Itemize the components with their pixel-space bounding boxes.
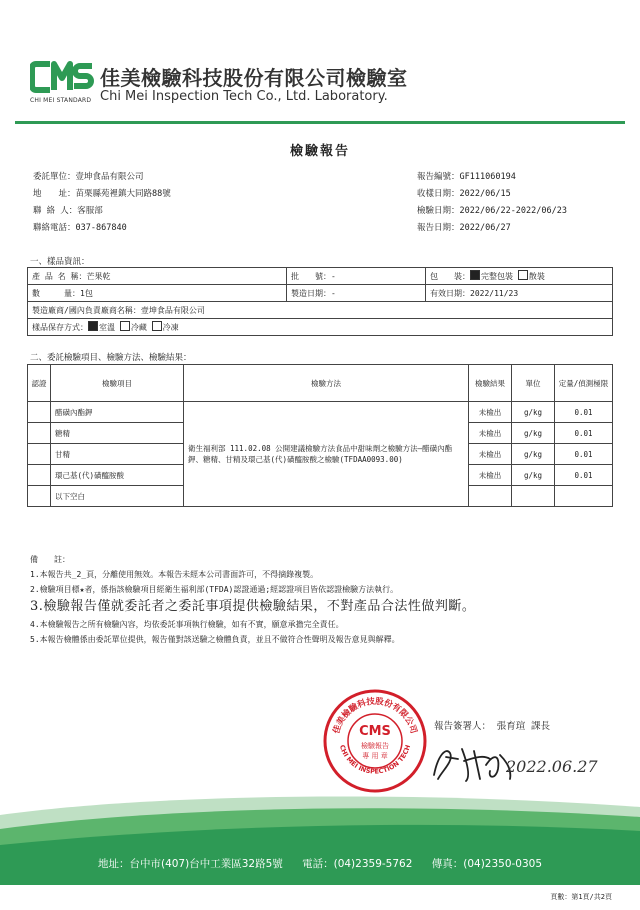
checkbox-filled-icon — [88, 321, 98, 331]
client-contact: 客服部 — [77, 206, 103, 216]
sample-qty: 1包 — [80, 288, 93, 298]
footer-address: 地址：台中市(407)台中工業區32路5號 — [97, 858, 283, 870]
footer-fax: 傳真：(04)2350-0305 — [431, 858, 543, 870]
report-date: 2022/06/27 — [459, 223, 511, 233]
company-name-en: Chi Mei Inspection Tech Co., Ltd. Laboratory. — [100, 89, 388, 104]
client-unit: 壹坤食品有限公司 — [75, 172, 144, 182]
table-row: 環己基(代)磺醯胺酸 未檢出 g/kg 0.01 — [28, 465, 613, 486]
section-results-title: 二、委託檢驗項目、檢驗方法、檢驗結果： — [30, 353, 192, 363]
signature-date: 2022.06.27 — [506, 757, 598, 776]
checkbox-empty-icon — [152, 321, 162, 331]
footer-contact — [0, 856, 640, 871]
page-number: 頁數：第1頁/共2頁 — [550, 893, 612, 901]
table-row: 以下空白 — [28, 486, 613, 507]
client-info: 委託單位：壹坤食品有限公司 地 址：苗栗縣苑裡鎮大同路88號 聯 絡 人：客服部 聯絡電話：037-867840 — [33, 172, 171, 233]
results-table: 認證 檢驗項目 檢驗方法 檢驗結果 單位 定量/偵測極限 醋磺內酯鉀 衛生福利部 111.02.08 公開建議檢驗方法食品中甜味劑之檢驗方法—醋磺內酯鉀、糖精、甘精及環己基(代)磺醯胺酸之檢驗(TFDAA0093.00) 未檢出 g/kg 0.01 糖精 未檢出 g/kg 0.01 甘精 未檢出 g/kg 0.01 環己基(代)磺醯胺酸 未檢出 g/kg 0.01 以下空白 — [27, 364, 613, 507]
notes-label: 備 註： — [30, 555, 70, 564]
svg-text:CHI MEI INSPECTION TECH: CHI MEI INSPECTION TECH — [337, 743, 413, 776]
footer-phone: 電話：(04)2359-5762 — [302, 858, 413, 870]
company-seal-stamp — [322, 688, 428, 794]
client-phone: 037-867840 — [75, 223, 127, 233]
checkbox-empty-icon — [518, 270, 528, 280]
header-divider — [15, 121, 625, 124]
logo-caption: CHI MEI STANDARD — [30, 97, 92, 104]
checkbox-filled-icon — [470, 270, 480, 280]
checkbox-empty-icon — [120, 321, 130, 331]
svg-text:佳美檢驗科技股份有限公司: 佳美檢驗科技股份有限公司 — [331, 696, 419, 735]
table-row: 糖精 未檢出 g/kg 0.01 — [28, 423, 613, 444]
company-name-zh: 佳美檢驗科技股份有限公司檢驗室 — [100, 66, 408, 90]
notes: 備 註： 1.本報告共_2_頁，分離使用無效。本報告未經本公司書面許可，不得摘錄複製。 2.檢驗項目標★者，係指該檢驗項目經衛生福利部(TFDA)認證通過;經認證項目皆依認證檢驗方法執行。 3.檢驗報告僅就委託者之委託事項提供檢驗結果，不對產品合法性做判斷。 4.本檢驗報告之所有檢驗內容，均依委託事項執行檢驗，如有不實，願意承擔完全責任。 5.本報告檢體係由委託單位提供，報告僅對該送驗之檢體負責，並且不做符合性聲明及報告意見與解釋。 — [30, 552, 620, 647]
table-row: 醋磺內酯鉀 衛生福利部 111.02.08 公開建議檢驗方法食品中甜味劑之檢驗方法—醋磺內酯鉀、糖精、甘精及環己基(代)磺醯胺酸之檢驗(TFDAA0093.00) 未檢出 g/kg 0.01 — [28, 402, 613, 423]
report-number: GF111060194 — [459, 172, 516, 182]
sample-name: 芒果乾 — [86, 271, 111, 281]
sample-maker: 壹坤食品有限公司 — [140, 305, 205, 315]
footer-green-band — [0, 795, 640, 885]
sample-mfg-date: - — [331, 288, 336, 298]
svg-text:CMS: CMS — [359, 724, 391, 739]
section-sample-title: 一、樣品資訊： — [30, 257, 90, 267]
svg-text:檢驗報告: 檢驗報告 — [361, 742, 389, 750]
sample-batch: - — [331, 271, 336, 281]
client-address: 苗栗縣苑裡鎮大同路88號 — [75, 189, 171, 199]
received-date: 2022/06/15 — [459, 189, 511, 199]
method-text: 衛生福利部 111.02.08 公開建議檢驗方法食品中甜味劑之檢驗方法—醋磺內酯鉀、糖精、甘精及環己基(代)磺醯胺酸之檢驗(TFDAA0093.00) — [184, 402, 469, 507]
sample-exp-date: 2022/11/23 — [470, 288, 519, 298]
report-meta: 報告編號：GF111060194 收樣日期：2022/06/15 檢驗日期：2022/06/22-2022/06/23 報告日期：2022/06/27 — [417, 172, 567, 233]
svg-text:專 用 章: 專 用 章 — [362, 752, 388, 760]
cms-logo-icon — [30, 60, 94, 94]
test-date: 2022/06/22-2022/06/23 — [459, 206, 567, 216]
table-row: 甘精 未檢出 g/kg 0.01 — [28, 444, 613, 465]
report-signer: 報告簽署人： 張育瑄 課長 — [434, 721, 550, 732]
sample-table: 產 品 名 稱：芒果乾 批 號：- 包 裝： 完整包裝 散裝 數 量：1包 製造日期：- 有效日期：2022/11/23 製造廠商/國內負責廠商名稱：壹坤食品有限公司 樣品保存方式： 室溫 冷藏 冷凍 — [27, 267, 613, 336]
report-title: 檢驗報告 — [289, 144, 350, 159]
